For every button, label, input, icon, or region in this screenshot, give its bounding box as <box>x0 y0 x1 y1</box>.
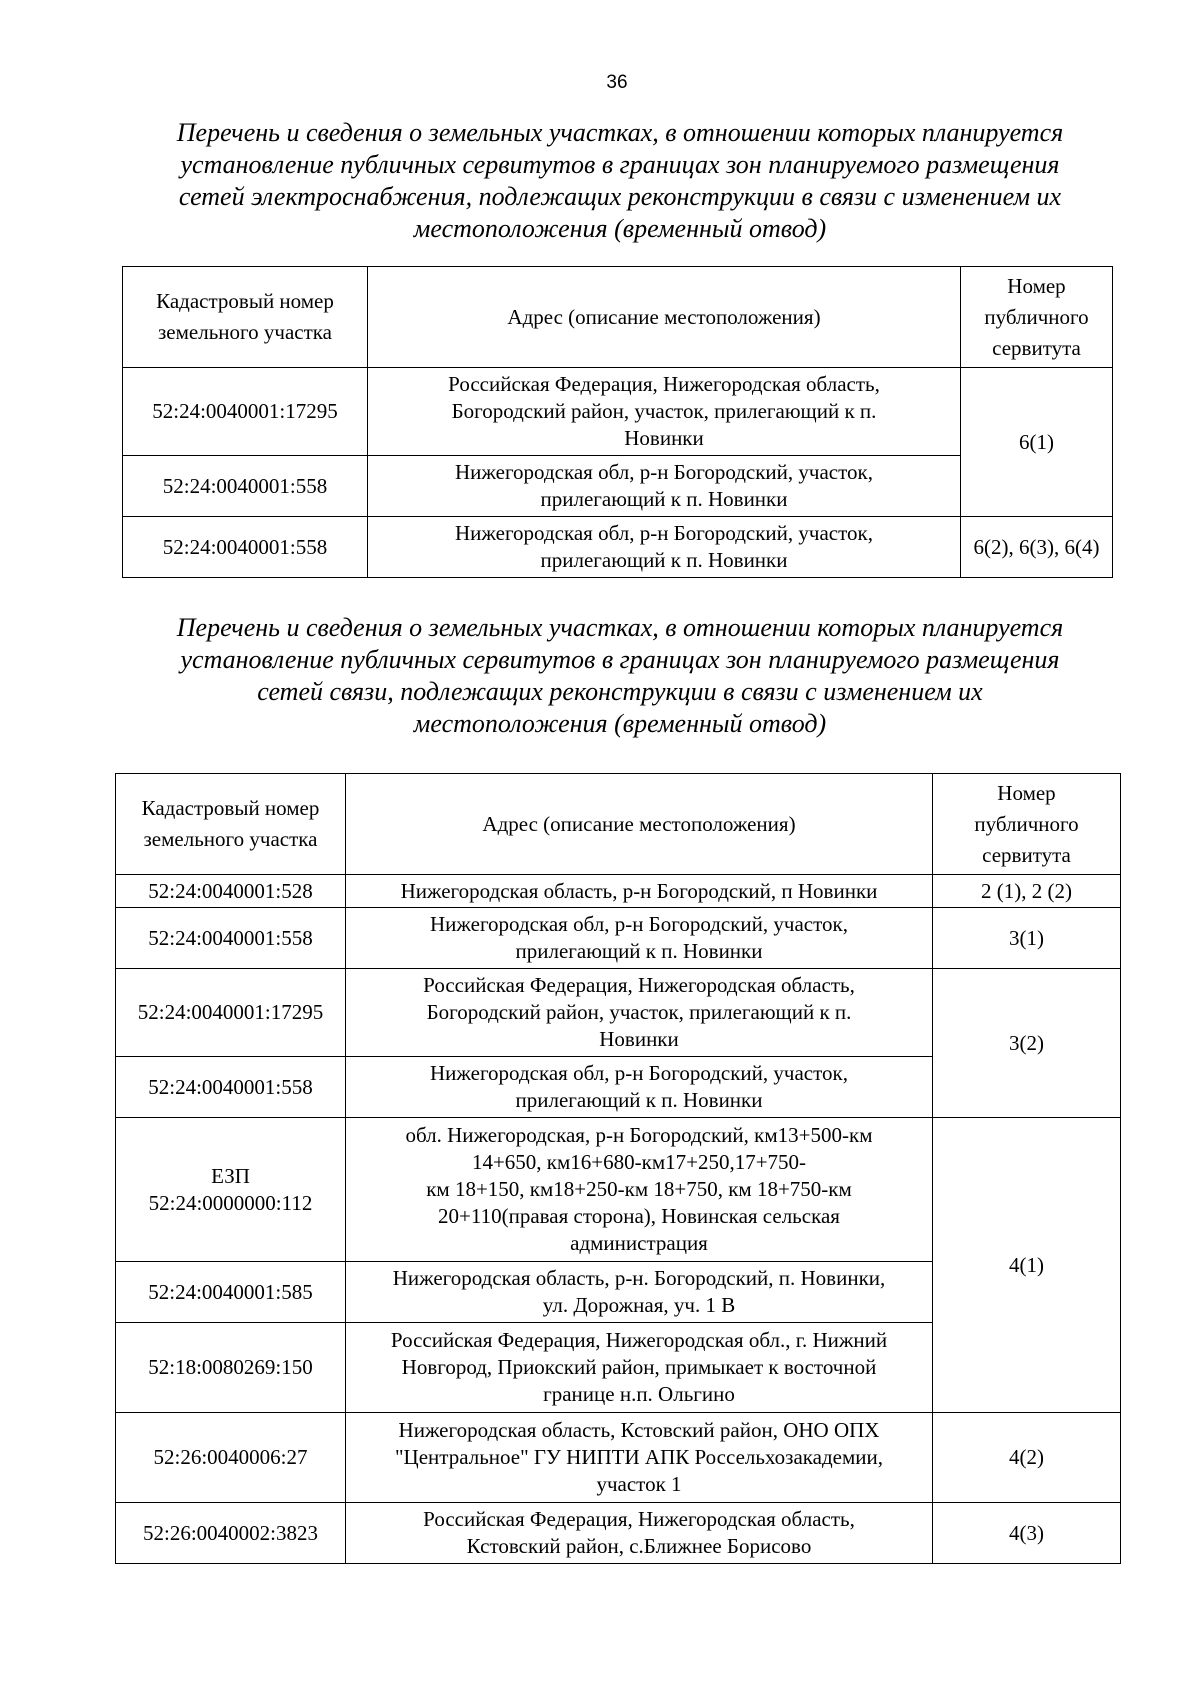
header-servitude-number: Номер публичного сервитута <box>961 267 1113 368</box>
header-address: Адрес (описание местоположения) <box>346 774 933 875</box>
servitude-table-communication-networks <box>115 773 1121 1564</box>
address-cell: Российская Федерация, Нижегородская область, Богородский район, участок, прилегающий к п. Новинки <box>368 368 961 456</box>
address-cell: Российская Федерация, Нижегородская область, Богородский район, участок, прилегающий к п. Новинки <box>346 969 933 1057</box>
table-row <box>116 969 1121 1057</box>
servitude-number-cell: 4(1) <box>933 1118 1121 1413</box>
address-cell: Нижегородская обл, р-н Богородский, участок, прилегающий к п. Новинки <box>368 517 961 578</box>
header-servitude-number: Номер публичного сервитута <box>933 774 1121 875</box>
title-line: сетей электроснабжения, подлежащих реконструкции в связи с изменением их <box>178 182 1062 211</box>
cadastral-number-cell: 52:24:0040001:585 <box>116 1262 346 1323</box>
title-line: сетей связи, подлежащих реконструкции в связи с изменением их <box>257 677 983 706</box>
cadastral-number-cell: 52:26:0040002:3823 <box>116 1503 346 1564</box>
table-row <box>123 517 1113 578</box>
header-address: Адрес (описание местоположения) <box>368 267 961 368</box>
table-row <box>116 1503 1121 1564</box>
title-line: местоположения (временный отвод) <box>413 214 827 243</box>
cadastral-number-cell: 52:24:0040001:17295 <box>123 368 368 456</box>
address-cell: Нижегородская обл, р-н Богородский, участок, прилегающий к п. Новинки <box>368 456 961 517</box>
cadastral-number-cell: 52:24:0040001:528 <box>116 875 346 908</box>
cadastral-number-cell: ЕЗП 52:24:0000000:112 <box>116 1118 346 1262</box>
table-row <box>116 1118 1121 1262</box>
table-row <box>123 368 1113 456</box>
address-cell: Нижегородская область, р-н Богородский, п Новинки <box>346 875 933 908</box>
table-row <box>116 875 1121 908</box>
servitude-number-cell: 6(2), 6(3), 6(4) <box>961 517 1113 578</box>
table-header-row <box>123 267 1113 368</box>
address-cell: Нижегородская область, р-н. Богородский, п. Новинки, ул. Дорожная, уч. 1 В <box>346 1262 933 1323</box>
cadastral-number-cell: 52:24:0040001:17295 <box>116 969 346 1057</box>
title-line: Перечень и сведения о земельных участках, в отношении которых планируется <box>176 613 1064 642</box>
address-cell: Нижегородская обл, р-н Богородский, участок, прилегающий к п. Новинки <box>346 908 933 969</box>
servitude-number-cell: 3(1) <box>933 908 1121 969</box>
header-cadastral-number: Кадастровый номер земельного участка <box>123 267 368 368</box>
table-row <box>116 908 1121 969</box>
servitude-number-cell: 4(2) <box>933 1413 1121 1503</box>
section-title-power-networks <box>110 117 1130 245</box>
title-line: установление публичных сервитутов в границах зон планируемого размещения <box>180 645 1060 674</box>
servitude-table-power-networks <box>122 266 1113 578</box>
address-cell: Нижегородская обл, р-н Богородский, участок, прилегающий к п. Новинки <box>346 1057 933 1118</box>
cadastral-number-cell: 52:18:0080269:150 <box>116 1323 346 1413</box>
section-title-communication-networks <box>110 612 1130 740</box>
title-line: Перечень и сведения о земельных участках, в отношении которых планируется <box>176 118 1064 147</box>
cadastral-number-cell: 52:26:0040006:27 <box>116 1413 346 1503</box>
cadastral-number-cell: 52:24:0040001:558 <box>116 908 346 969</box>
title-line: установление публичных сервитутов в границах зон планируемого размещения <box>180 150 1060 179</box>
title-line: местоположения (временный отвод) <box>413 709 827 738</box>
servitude-number-cell: 2 (1), 2 (2) <box>933 875 1121 908</box>
cadastral-number-cell: 52:24:0040001:558 <box>123 517 368 578</box>
table-header-row <box>116 774 1121 875</box>
address-cell: обл. Нижегородская, р-н Богородский, км13+500-км 14+650, км16+680-км17+250,17+750- км 18+150, км18+250-км 18+750, км 18+750-км 20+110(правая сторона), Новинская сельская администрация <box>346 1118 933 1262</box>
address-cell: Российская Федерация, Нижегородская область, Кстовский район, с.Ближнее Борисово <box>346 1503 933 1564</box>
cadastral-number-cell: 52:24:0040001:558 <box>123 456 368 517</box>
page-number: 36 <box>606 72 628 93</box>
address-cell: Нижегородская область, Кстовский район, ОНО ОПХ "Центральное" ГУ НИПТИ АПК Россельхозакадемии, участок 1 <box>346 1413 933 1503</box>
servitude-number-cell: 3(2) <box>933 969 1121 1118</box>
header-cadastral-number: Кадастровый номер земельного участка <box>116 774 346 875</box>
address-cell: Российская Федерация, Нижегородская обл., г. Нижний Новгород, Приокский район, примыкает к восточной границе н.п. Ольгино <box>346 1323 933 1413</box>
servitude-number-cell: 6(1) <box>961 368 1113 517</box>
servitude-number-cell: 4(3) <box>933 1503 1121 1564</box>
cadastral-number-cell: 52:24:0040001:558 <box>116 1057 346 1118</box>
table-row <box>116 1413 1121 1503</box>
